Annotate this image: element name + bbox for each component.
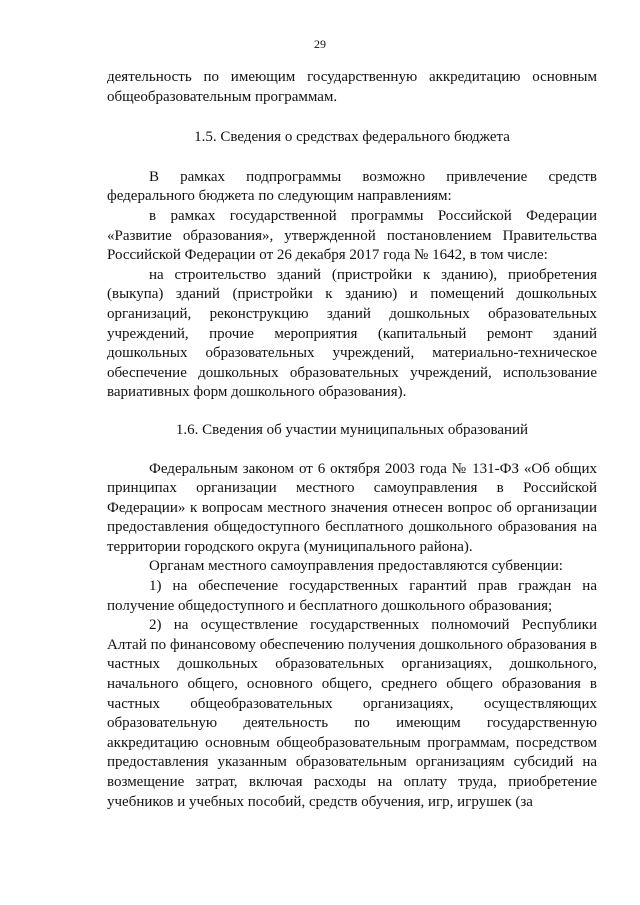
paragraph-federal-budget-intro: В рамках подпрограммы возможно привлечение средств федерального бюджета по следующим направлениям: [107, 168, 597, 205]
paragraph-construction: на строительство зданий (пристройки к зданию), приобретения (выкупа) зданий (пристройки к зданию) и помещений дошкольных организаций, реконструкцию зданий дошкольных образовательных учреждений, прочие мероприятия (капитальный ремонт зданий дошкольных образовательных учреждений, материально-техническое обеспечение дошкольных образовательных учреждений, использование вариативных форм дошкольного образования). [107, 266, 597, 401]
paragraph-federal-law: Федеральным законом от 6 октября 2003 года № 131-ФЗ «Об общих принципах организации местного самоуправления в Российской Федерации» к вопросам местного значения отнесен вопрос об организации предоставления общедоступного бесплатного дошкольного образования на территории городского округа (муниципального района). [107, 460, 597, 555]
list-item-1: 1) на обеспечение государственных гарантий прав граждан на получение общедоступного и бесплатного дошкольного образования; [107, 578, 597, 614]
paragraph-state-program: в рамках государственной программы Российской Федерации «Развитие образования», утвержденной постановлением Правительства Российской Федерации от 26 декабря 2017 года № 1642, в том числе: [107, 207, 597, 264]
page-number: 29 [314, 37, 326, 51]
document-body [107, 68, 597, 812]
paragraph-subventions: Органам местного самоуправления предоставляются субвенции: [149, 558, 563, 575]
list-item-2: 2) на осуществление государственных полномочий Республики Алтай по финансовому обеспечению получения дошкольного образования в частных дошкольных образовательных организациях, дошкольного, начального общего, основного общего, среднего общего образования в частных общеобразовательных организациях, осуществляющих образовательную деятельность по имеющим государственную аккредитацию основным общеобразовательным программам, посредством предоставления указанным образовательным организациям субсидий на возмещение затрат, включая расходы на оплату труда, приобретение учебников и учебных пособий, средств обучения, игр, игрушек (за [107, 617, 597, 810]
section-heading-1-5: 1.5. Сведения о средствах федерального бюджета [194, 129, 510, 146]
paragraph-continuation: деятельность по имеющим государственную аккредитацию основным общеобразовательным программам. [107, 69, 597, 105]
section-heading-1-6: 1.6. Сведения об участии муниципальных образований [175, 421, 529, 438]
